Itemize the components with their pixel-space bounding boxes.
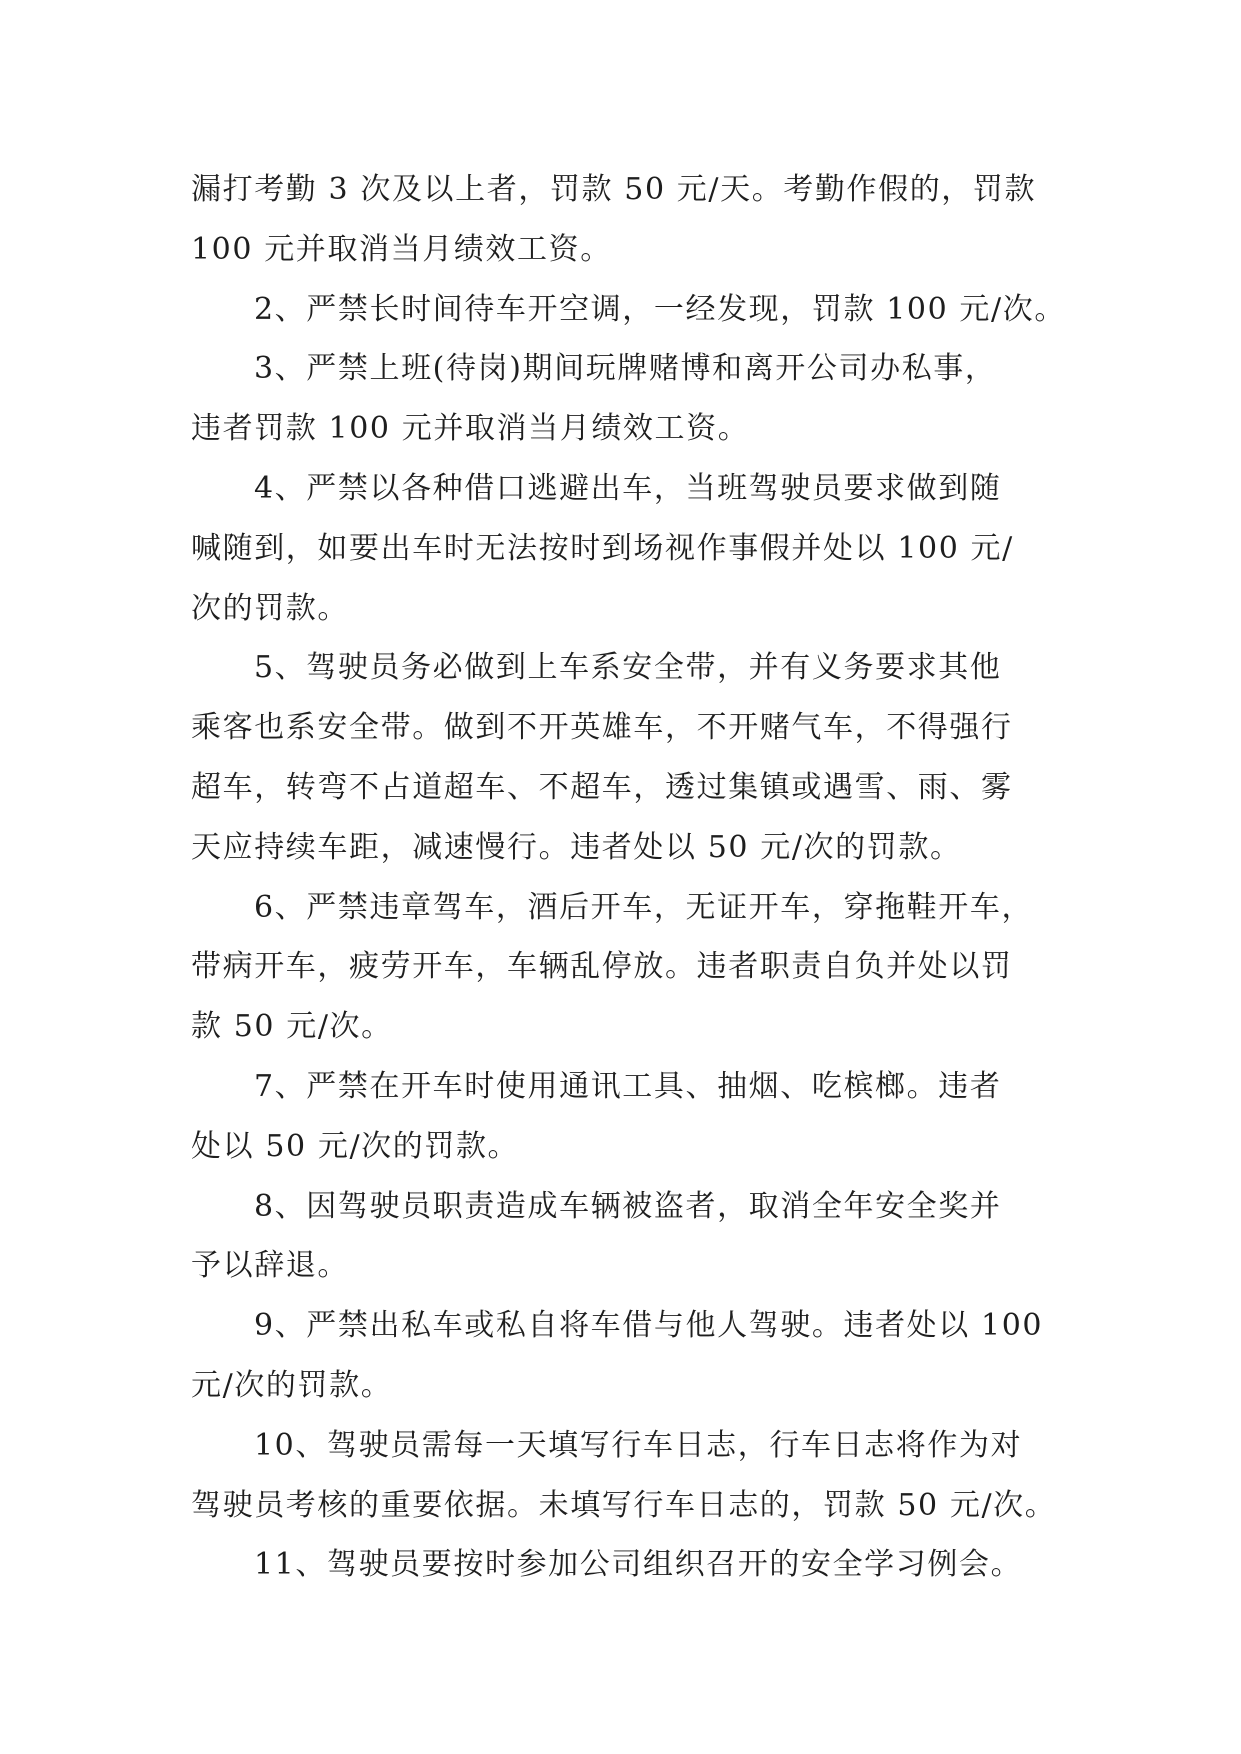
text-line: 驾驶员考核的重要依据。未填写行车日志的，罚款 50 元/次。 <box>191 1487 1057 1523</box>
text-line: 带病开车，疲劳开车，车辆乱停放。违者职责自负并处以罚 <box>191 949 1013 985</box>
text-line: 喊随到，如要出车时无法按时到场视作事假并处以 100 元/ <box>191 530 1014 566</box>
text-line: 11、驾驶员要按时参加公司组织召开的安全学习例会。 <box>254 1547 1023 1583</box>
document-body <box>191 160 1071 1595</box>
text-line: 3、严禁上班(待岗)期间玩牌赌博和离开公司办私事， <box>254 351 997 387</box>
text-line: 8、因驾驶员职责造成车辆被盗者，取消全年安全奖并 <box>254 1188 1002 1224</box>
text-line: 漏打考勤 3 次及以上者，罚款 50 元/天。考勤作假的，罚款 <box>191 172 1037 207</box>
text-line: 2、严禁长时间待车开空调，一经发现，罚款 100 元/次。 <box>254 291 1066 327</box>
text-line: 10、驾驶员需每一天填写行车日志，行车日志将作为对 <box>254 1427 1023 1463</box>
text-line: 元/次的罚款。 <box>191 1367 393 1403</box>
text-line: 7、严禁在开车时使用通讯工具、抽烟、吃槟榔。违者 <box>254 1068 1002 1104</box>
text-line: 予以辞退。 <box>191 1248 349 1284</box>
text-line: 超车，转弯不占道超车、不超车，透过集镇或遇雪、雨、雾 <box>191 769 1013 805</box>
text-line: 次的罚款。 <box>191 590 349 626</box>
text-line: 5、驾驶员务必做到上车系安全带，并有义务要求其他 <box>254 650 1002 686</box>
text-line: 9、严禁出私车或私自将车借与他人驾驶。违者处以 100 <box>254 1308 1044 1344</box>
text-line: 6、严禁违章驾车，酒后开车，无证开车，穿拖鞋开车， <box>254 889 1034 925</box>
text-line: 4、严禁以各种借口逃避出车，当班驾驶员要求做到随 <box>254 470 1002 506</box>
text-line: 天应持续车距，减速慢行。违者处以 50 元/次的罚款。 <box>191 829 962 865</box>
text-line: 违者罚款 100 元并取消当月绩效工资。 <box>191 411 750 447</box>
text-line: 乘客也系安全带。做到不开英雄车，不开赌气车，不得强行 <box>191 710 1013 746</box>
text-line: 处以 50 元/次的罚款。 <box>191 1128 520 1164</box>
text-line: 100 元并取消当月绩效工资。 <box>191 231 612 267</box>
text-line: 款 50 元/次。 <box>191 1009 393 1045</box>
